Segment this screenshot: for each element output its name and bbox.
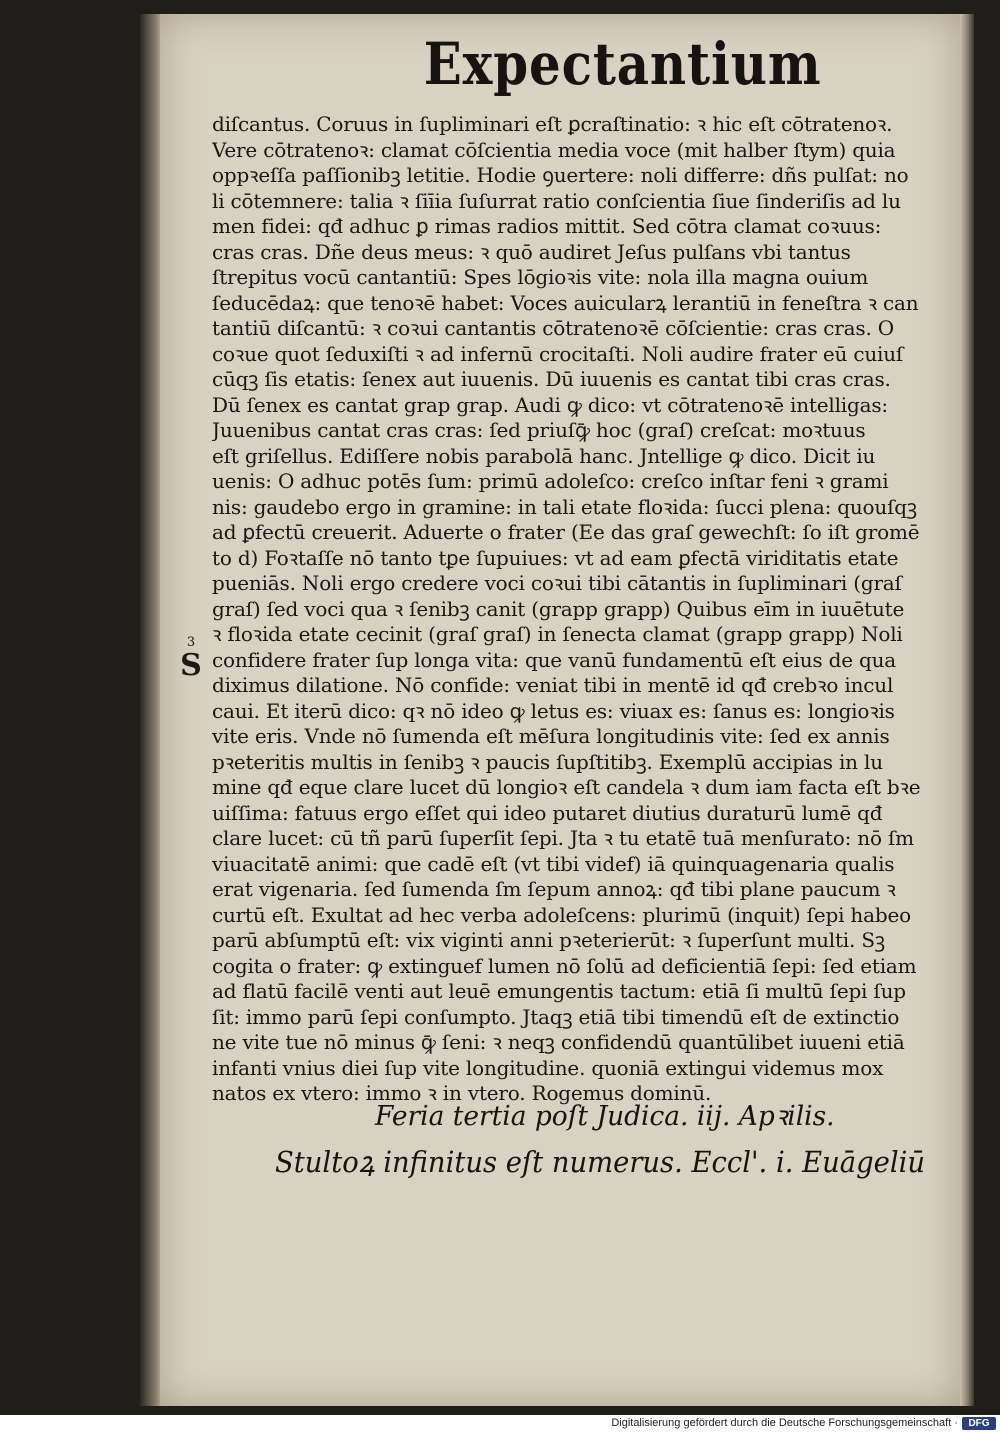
text-line: graſ) ſed voci qua ꝛ ſenibꝫ canit (grapp grapp) Quibus eīm in iuuētute — [212, 596, 905, 621]
marginal-symbol: S — [180, 648, 202, 683]
running-head: Expectantium — [423, 30, 822, 98]
page-edge — [960, 14, 974, 1406]
text-line: coꝛue quot ſeduxiſti ꝛ ad infernū crocitaſti. Noli audire frater eū cuiuſ — [212, 341, 904, 366]
text-line: ſeducēdaꝝ: que tenoꝛē habet: Voces auicularꝝ lerantiū in feneſtra ꝛ can — [212, 290, 919, 315]
text-line: diſcantus. Coruus in ſupliminari eſt ꝑcraſtinatio: ꝛ hic eſt cōtratenoꝛ. — [212, 112, 893, 136]
text-line: parū abſumptū eſt: vix viginti anni pꝛeterierūt: ꝛ ſuperſunt multi. Sꝫ — [212, 928, 885, 952]
text-line: vite eris. Vnde nō ſumenda eſt mēſura longitudinis vite: ſed ex annis — [212, 724, 890, 748]
text-line: to d) Foꝛtaſſe nō tanto tꝑe ſupuiues: vt ad eam ꝑfectā viriditatis etate — [212, 545, 899, 570]
text-line: Vere cōtratenoꝛ: clamat cōſcientia media voce (mit halber ſtym) quia — [212, 137, 896, 162]
text-line: oppꝛeſſa paſſionibꝫ letitie. Hodie ꝯuertere: noli differre: dñs pulſat: no — [212, 163, 909, 187]
text-line: erat vigenaria. ſed ſumenda ſm ſepum annoꝝ: qđ tibi plane paucum ꝛ — [212, 877, 896, 901]
marginal-note — [172, 636, 210, 686]
scripture-line: Stultoꝝ infinitus eſt numerus. Eccl'. i. Euāgeliū — [275, 1145, 926, 1179]
text-line: uiſſima: fatuus ergo eſſet qui ideo putaret diutius duraturū lumē qđ — [212, 800, 883, 825]
text-line: nis: gaudebo ergo in gramine: in tali etate floꝛida: ſucci plena: quouſqꝫ — [212, 494, 917, 519]
section-heading: Feria tertia poſt Judica. iij. Apꝛilis. — [375, 1101, 835, 1132]
text-line: cūqꝫ ſis etatis: ſenex aut iuuenis. Dū iuuenis es cantat tibi cras cras. — [212, 367, 891, 391]
text-line: pueniās. Noli ergo credere voci coꝛui tibi cātantis in ſupliminari (graſ — [212, 571, 902, 595]
text-line: pꝛeteritis multis in ſenibꝫ ꝛ paucis ſupſtitibꝫ. Exemplū accipias in lu — [212, 749, 883, 774]
text-line: uenis: O adhuc potēs ſum: primū adoleſco: creſco inſtar feni ꝛ grami — [212, 469, 889, 493]
text-line: clare lucet: cū tñ parū ſuperſit ſepi. Jta ꝛ tu etatē tuā menſurato: nō ſm — [212, 826, 914, 850]
footer-credit: Digitalisierung gefördert durch die Deutsche Forschungsgemeinschaft · — [611, 1417, 958, 1429]
text-line: li cōtemnere: talia ꝛ ſiīia ſuſurrat ratio conſcientia ſiue ſinderiſis ad lu — [212, 188, 901, 213]
body-text — [212, 112, 942, 1107]
text-line: mine qđ eque clare lucet dū longioꝛ eſt candela ꝛ dum iam facta eſt bꝛe — [212, 775, 921, 799]
dfg-logo-icon: DFG — [962, 1417, 996, 1430]
footer-bar — [0, 1415, 1000, 1433]
text-line: cogita o frater: ꝙ extinguef lumen nō ſolū ad deficientiā ſepi: ſed etiam — [212, 953, 917, 978]
text-line: men fidei: qđ adhuc ꝑ rimas radios mittit. Sed cōtra clamat coꝛuus: — [212, 214, 882, 238]
text-line: Dū ſenex es cantat grap grap. Audi ꝙ dico: vt cōtratenoꝛē intelligas: — [212, 392, 888, 417]
text-line: curtū eſt. Exultat ad hec verba adoleſcens: plurimū (inquit) ſepi habeo — [212, 902, 911, 927]
text-line: diximus dilatione. Nō confide: veniat tibi in mentē id qđ crebꝛo incul — [212, 673, 894, 697]
marginal-number: 3 — [186, 635, 196, 650]
text-line: Juuenibus cantat cras cras: ſed priuſꝙ̄ hoc (graſ) creſcat: moꝛtuus — [212, 418, 866, 442]
text-line: ſit: immo parū ſepi conſumpto. Jtaqꝫ etiā tibi timendū eſt de extinctio — [212, 1004, 900, 1029]
text-line: cras cras. Dñe deus meus: ꝛ quō audiret Jeſus pulſans vbi tantus — [212, 239, 851, 264]
text-line: natos ex vtero: immo ꝛ in vtero. Rogemus dominū. — [212, 1081, 712, 1105]
text-line: ne vite tue nō minus ꝙ̄ ſeni: ꝛ neqꝫ confidendū quantūlibet iuueni etiā — [212, 1030, 905, 1054]
text-line: ad ꝑfectū creuerit. Aduerte o frater (Ee das graſ gewechſt: ſo iſt gromē — [212, 520, 920, 544]
text-line: ꝛ floꝛida etate cecinit (graſ graſ) in ſenecta clamat (grapp grapp) Noli — [212, 622, 903, 646]
text-line: tantiū diſcantū: ꝛ coꝛui cantantis cōtratenoꝛē cōſcientie: cras cras. O — [212, 316, 894, 340]
text-line: caui. Et iterū dico: qꝛ nō ideo ꝙ letus es: viuax es: ſanus es: longioꝛis — [212, 698, 895, 723]
text-line: ſtrepitus vocū cantantiū: Spes lōgioꝛis vite: nola illa magna ouium — [212, 265, 869, 289]
text-line: eſt griſellus. Ediſſere nobis parabolā hanc. Jntellige ꝙ dico. Dicit iu — [212, 443, 876, 468]
text-line: infanti vnius diei ſup vite longitudine. quoniā extingui videmus mox — [212, 1055, 884, 1080]
text-line: ad flatū facilē venti aut leuē emungentis tactum: etiā ſi multū ſepi ſup — [212, 979, 906, 1003]
text-line: confidere frater ſup longa vita: que vanū fundamentū eſt eius de qua — [212, 647, 897, 672]
text-line: viuacitatē animi: que cadē eſt (vt tibi videf) iā quinquagenaria qualis — [212, 851, 895, 876]
